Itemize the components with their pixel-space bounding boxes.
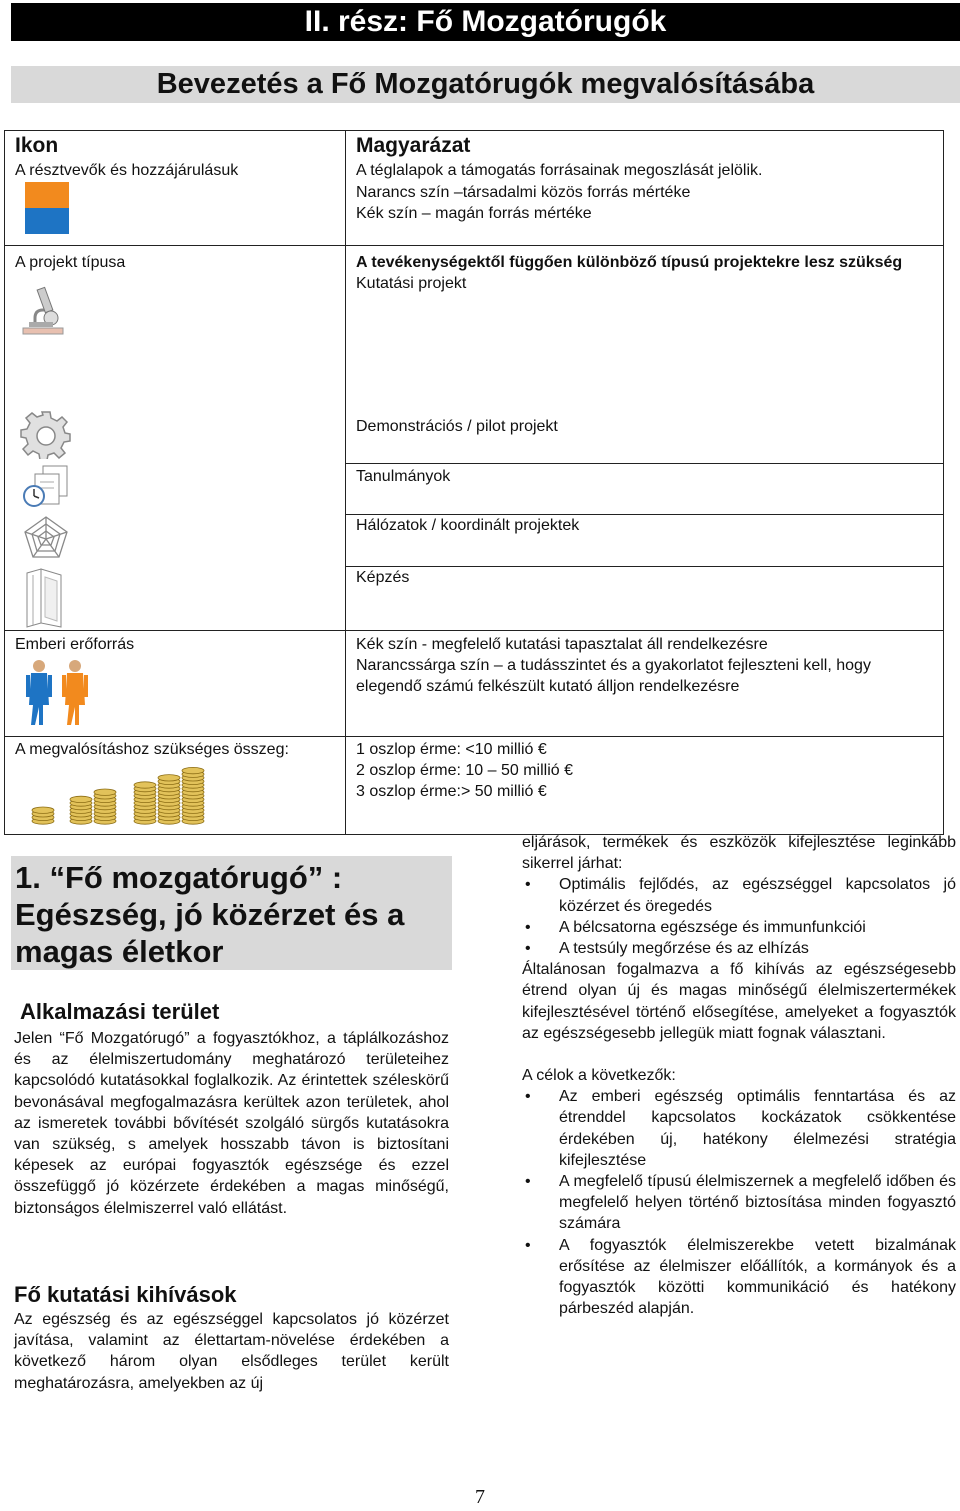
participants-line: Narancs szín –társadalmi közös forrás mértéke [356, 184, 691, 201]
part-title: II. rész: Fő Mozgatórugók [11, 3, 960, 41]
bullet-icon: • [525, 1236, 531, 1254]
participants-line: A téglalapok a támogatás forrásainak megoszlását jelölik. [356, 162, 763, 179]
list-item-text: Optimális fejlődés, az egészséggel kapcsolatos jó közérzet és öregedés [559, 876, 956, 915]
scope-heading: Alkalmazási terület [20, 999, 220, 1024]
list-item [522, 874, 956, 916]
legend-cell [346, 181, 944, 245]
intro-title: Bevezetés a Fő Mozgatórugók megvalósításába [11, 66, 960, 103]
project-type-label: A projekt típusa [15, 253, 126, 271]
right-paragraph: Általánosan fogalmazva a fő kihívás az egészségesebb étrend olyan új és magas minőségű élelmiszertermékek kifejlesztésével történő elősegítése, amelyeket a fogyasztók az egészségesebb jellegük miatt fognak választani. [522, 961, 956, 1042]
gear-icon [19, 409, 73, 459]
coin [32, 807, 54, 813]
hr-line: Narancssárga szín – a tudásszintet és a gyakorlatot fejleszteni kell, hogy elegendő számú felkészült kutató álljon rendelkezésre [356, 657, 871, 695]
goals-heading: A célok a következők: [522, 1067, 676, 1085]
driver-title: 1. “Fő mozgatórugó” : Egészség, jó közérzet és a magas életkor [11, 856, 452, 970]
challenges-heading: Fő kutatási kihívások [14, 1282, 237, 1307]
amount-line: 3 oszlop érme:> 50 millió € [356, 783, 547, 800]
book-icon [21, 567, 71, 629]
list-item [522, 917, 956, 938]
list-item-text: A bélcsatorna egészsége és immunfunkciói [559, 918, 866, 936]
project-type-studies: Tanulmányok [356, 467, 451, 485]
legend-cell [5, 131, 346, 182]
scope-text: Jelen “Fő Mozgatórugó” a fogyasztókhoz, a táplálkozáshoz és az élelmiszertudomány meghatározó területeihez kapcsolódó kutatásokkal foglalkozik. Az érintettek széleskörű bevonásával megfogalmazásra kerültek azon területek, ahol az ismeretek további bővítését szolgáló sürgős kutatásokra van szükség, s amelyek hosszabb távon is biztosítani képesek az európai fogyasztók egészsége és ezzel összefüggő jó közérzete érdekében a magas minőségű, biztonságos élelmiszerrel való ellátást. [14, 1030, 449, 1217]
legend-cell [5, 245, 346, 408]
bullet-icon: • [525, 1173, 531, 1191]
participants-line: Kék szín – magán forrás mértéke [356, 205, 592, 222]
list-item [522, 938, 956, 959]
coin [158, 775, 180, 781]
project-type-heading: A tevékenységektől függően különböző típusú projektekre lesz szükség [356, 253, 903, 271]
legend-cell [346, 514, 944, 566]
page-number: 7 [475, 1486, 485, 1508]
coin [134, 782, 156, 788]
legend-cell [5, 408, 346, 463]
goals-list [522, 1086, 956, 1319]
legend-cell [346, 245, 944, 408]
project-type-pilot: Demonstrációs / pilot projekt [356, 418, 558, 435]
legend-cell [5, 181, 346, 245]
bullet-icon: • [525, 918, 531, 936]
project-type-networks: Hálózatok / koordinált projektek [356, 516, 580, 534]
legend-cell [5, 737, 346, 835]
hr-label: Emberi erőforrás [15, 636, 135, 653]
list-item-text: A megfelelő típusú élelmiszernek a megfelelő időben és megfelelő helyen történő biztosítása minden fogyasztó számára [559, 1173, 956, 1233]
amount-line: 2 oszlop érme: 10 – 50 millió € [356, 762, 573, 779]
web-network-icon [21, 515, 75, 563]
legend-cell [5, 566, 346, 631]
right-column [522, 832, 956, 1319]
coin-stack-icon [23, 761, 223, 827]
legend-cell [346, 131, 944, 182]
private-funding-block [25, 208, 69, 234]
bullet-icon: • [525, 1088, 531, 1106]
icon-column-header: Ikon [15, 134, 59, 157]
list-item-text: A fogyasztók élelmiszerekbe vetett bizalmának erősítése az élelmiszer előállítók, a kormányok és a fogyasztók közötti kommunikáció és hatékony párbeszéd alapján. [559, 1236, 956, 1318]
hr-line: Kék szín - megfelelő kutatási tapasztalat áll rendelkezésre [356, 636, 768, 653]
participants-label: A résztvevők és hozzájárulásuk [15, 162, 239, 179]
challenges-text-block [14, 1309, 449, 1394]
legend-cell [346, 737, 944, 835]
list-item [522, 1086, 956, 1171]
legend-cell [346, 408, 944, 463]
list-item [522, 1235, 956, 1320]
bullet-icon: • [525, 876, 531, 894]
legend-cell [346, 463, 944, 514]
microscope-icon [21, 282, 71, 338]
explain-column-header: Magyarázat [356, 134, 471, 157]
list-item-text: A testsúly megőrzése és az elhízás [559, 940, 809, 958]
list-item-text: Az emberi egészség optimális fenntartása és az étrenddel kapcsolatos kockázatok csökkentése érdekében új, hatékony élelmezési stratégia kifejlesztése [559, 1088, 956, 1169]
challenges-text: Az egészség és az egészséggel kapcsolatos jó közérzet javítása, valamint az élettartam-növelése érdekében a következő három olyan elsődleges terület került meghatározásra, amelyekben az új [14, 1311, 449, 1392]
documents-clock-icon [21, 464, 75, 512]
project-type-training: Képzés [356, 568, 410, 586]
area-list [522, 874, 956, 959]
funding-share-icon [25, 182, 69, 234]
coin [182, 767, 204, 773]
amount-line: 1 oszlop érme: <10 millió € [356, 741, 547, 758]
bullet-icon: • [525, 940, 531, 958]
legend-cell [346, 631, 944, 737]
list-item [522, 1171, 956, 1235]
scope-text-block [14, 1028, 449, 1219]
public-funding-block [25, 182, 69, 208]
legend-table [4, 130, 944, 835]
legend-header-row [5, 131, 944, 182]
project-type-research: Kutatási projekt [356, 274, 467, 292]
researchers-icon [23, 659, 103, 729]
amount-label: A megvalósításhoz szükséges összeg: [15, 741, 289, 758]
legend-cell [5, 514, 346, 566]
researcher-blue-icon [26, 660, 52, 725]
legend-cell [346, 566, 944, 631]
right-intro: eljárások, termékek és eszközök kifejlesztése leginkább sikerrel járhat: [522, 834, 956, 873]
legend-cell [5, 631, 346, 737]
coin [70, 796, 92, 802]
researcher-orange-icon [62, 660, 88, 725]
legend-cell [5, 463, 346, 514]
coin [94, 789, 116, 795]
